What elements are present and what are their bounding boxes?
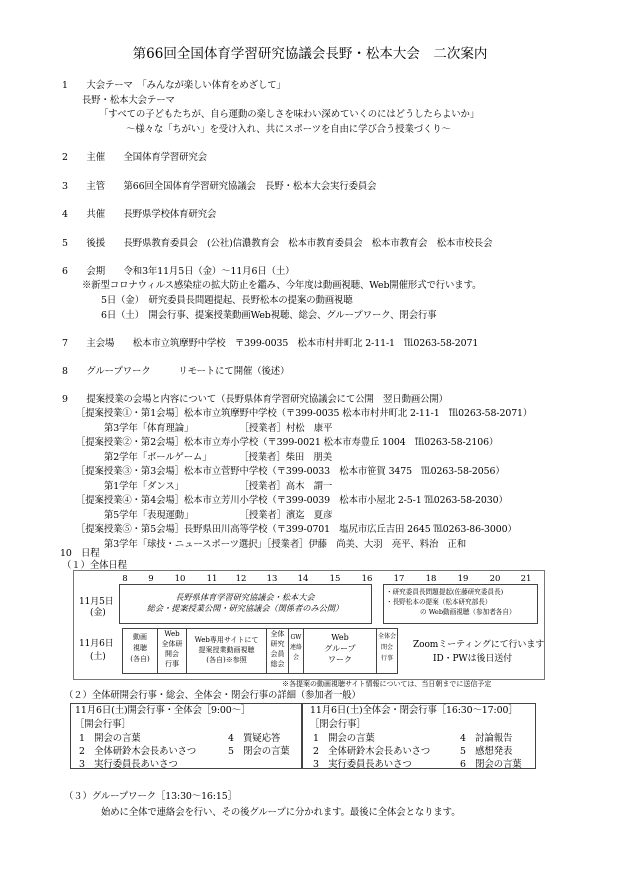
hour-label: 14 (297, 574, 309, 584)
cell-web-site: Web専用サイトにて (194, 636, 259, 644)
cell-video-line: (各自) (130, 655, 150, 663)
cell-opening-line: 開会 (165, 650, 179, 658)
manager-line: 3 主管 第66回全国体育学習研究協議会 長野・松本大会実行委員会 (62, 181, 377, 192)
day2-weekday: (土) (90, 652, 106, 662)
hour-label: 9 (148, 574, 154, 584)
cell-video-line: 視聴 (133, 644, 147, 652)
detail-heading: （２）全体研開会行事・総会、全体会・閉会行事の詳細（参加者一般） (64, 690, 361, 701)
proposal-row: ［提案授業①・第1会場］松本市立筑摩野中学校（〒399-0035 松本市村井町北 2-11-1 ℡0263-58-2071） (76, 408, 533, 419)
local-theme-label: 長野・松本大会テーマ (82, 95, 175, 106)
cell-opening: Web (164, 630, 180, 638)
proposal-row: 第2学年「ボールゲーム」 ［授業者］柴田 朋美 (104, 452, 332, 463)
cell-opening-line: 全体研 (161, 640, 183, 648)
day1-note: 5日（金） 研究委員長問題提起、長野松本の提案の動画視聴 (101, 295, 353, 306)
opening-ceremony-heading: 11月6日(土)開会行事・全体会［9:00～］ (75, 705, 251, 716)
cell-web-site-line: 提案授業動画視聴 (198, 646, 255, 654)
hour-label: 16 (361, 574, 373, 584)
cell-general-meeting-line: 総会 (270, 660, 285, 668)
zoom-note: Zoomミーティングにて行います (413, 640, 545, 650)
hour-label: 19 (457, 574, 469, 584)
proposal-row: ［提案授業⑤・第5会場］長野県田川高等学校（〒399-0701 塩尻市広丘吉田 2645 ℡0263-86-3000） (76, 524, 517, 535)
day1-right-note: ・研究委員長問題提起(佐藤研究委員長) (386, 588, 504, 596)
proposal-row: 第5学年「表現運動」 ［授業者］濱迄 夏彦 (104, 510, 333, 521)
proposal-row: ［提案授業④・第4会場］松本市立芳川小学校（〒399-0039 松本市小屋北 2-5-1 ℡0263-58-2030） (76, 495, 508, 506)
closing-item: 3 実行委員長あいさつ (313, 759, 412, 770)
local-theme-sub: ～様々な「ちがい」を受け入れ、共にスポーツを自由に学び合う授業づくり～ (126, 124, 451, 135)
cell-closing: 全体会 (377, 633, 396, 640)
proposal-row: ［提案授業②・第2会場］松本市立寿小学校（〒399-0021 松本市寿豊丘 1004 ℡0263-58-2106） (76, 437, 499, 448)
closing-item: 2 全体研鈴木会長あいさつ (313, 746, 431, 757)
day1-weekday: (金) (90, 608, 106, 618)
support-line: 5 後援 長野県教育委員会 (公社)信濃教育会 松本市教育委員会 松本市教育会 松本市校長会 (62, 238, 493, 249)
day1-right-note: の Web動画視聴（参加者各自） (420, 608, 516, 616)
closing-item: 5 感想発表 (460, 746, 513, 757)
hour-label: 8 (122, 574, 128, 584)
cosponsor-line: 4 共催 長野県学校体育研究会 (62, 209, 217, 220)
opening-item: 1 開会の言葉 (79, 733, 141, 744)
opening-item: 4 質疑応答 (228, 733, 281, 744)
organizer-line: 2 主催 全国体育学習研究会 (62, 152, 207, 163)
video-site-note: ※各提案の動画視聴サイト情報については、当日朝までに送信予定 (282, 680, 492, 688)
proposal-heading: 9 提案授業の会場と内容について（長野県体育学習研究協議会にて公開 翌日動画公開） (62, 394, 448, 405)
covid-note: ※新型コロナウィルス感染症の拡大防止を鑑み、今年度は動画視聴、Web開催形式で行います。 (82, 280, 482, 291)
closing-item: 4 討論報告 (460, 733, 513, 744)
day1-event-title: 長野県体育学習研究協議会・松本大会 (175, 592, 315, 602)
period-line: 6 会期 令和3年11月5日（金）～11月6日（土） (62, 266, 295, 277)
hour-label: 13 (266, 574, 278, 584)
groupwork-line: 8 グループワーク リモートにて開催（後述） (62, 366, 290, 377)
overall-schedule-heading: （１）全体日程 (62, 560, 127, 571)
schedule-heading: 10 日程 (60, 548, 100, 559)
day1-date: 11月5日 (79, 597, 114, 607)
hour-label: 21 (520, 574, 532, 584)
cell-closing-line: 閉会 (380, 644, 393, 651)
id-pw-note: ID・PWは後日送付 (433, 654, 513, 664)
cell-general-meeting-line: 研究 (270, 640, 285, 648)
day1-event-detail: 総会・提案授業公開・研究協議会（関係者のみ公開） (146, 603, 344, 613)
day2-date: 11月6日 (79, 639, 114, 649)
opening-ceremony-label: ［開会行事］ (75, 719, 131, 730)
day1-right-note: ・長野松本の提案（松本研究部長） (386, 598, 492, 606)
day2-note: 6日（土） 開会行事、提案授業動画Web視聴、総会、グループワーク、閉会行事 (101, 310, 437, 321)
proposal-row: 第3学年「体育理論」 ［授業者］村松 康平 (104, 423, 333, 434)
proposal-row: ［提案授業③・第3会場］松本市立菅野中学校（〒399-0033 松本市笹賀 3475 ℡0263-58-2056） (76, 466, 505, 477)
proposal-row: 第1学年「ダンス」 ［授業者］高木 謂一 (104, 481, 333, 492)
hour-label: 18 (425, 574, 437, 584)
closing-item: 6 閉会の言葉 (460, 759, 522, 770)
page-title: 第66回全国体育学習研究協議会長野・松本大会 二次案内 (132, 46, 488, 62)
cell-gw-contact-line: 連絡 (289, 644, 302, 651)
cell-opening-line: 行事 (165, 660, 179, 668)
hour-label: 10 (174, 574, 186, 584)
local-theme-main: 「すべての子どもたちが、自ら運動の楽しさを味わい深めていくのにはどうしたらよいか」 (99, 109, 480, 120)
cell-web-site-line: (各自)※参照 (206, 656, 247, 664)
closing-item: 1 開会の言葉 (313, 733, 375, 744)
hour-label: 12 (235, 574, 247, 584)
opening-item: 2 全体研鈴木会長あいさつ (79, 746, 197, 757)
cell-gw-contact-line: 会 (292, 654, 299, 661)
main-venue-line: 7 主会場 松本市立筑摩野中学校 〒399-0035 松本市村井町北 2-11-1 ℡0263-58-2071 (62, 338, 479, 349)
opening-item: 3 実行委員長あいさつ (79, 759, 178, 770)
cell-video: 動画 (133, 633, 147, 641)
cell-web-groupwork-line: ワーク (328, 655, 352, 664)
proposal-row: 第3学年「球技・ニュースポーツ選択」［授業者］伊藤 尚美、大羽 亮平、料治 正和 (104, 539, 467, 550)
cell-general-meeting: 全体 (270, 630, 285, 638)
hour-label: 17 (393, 574, 405, 584)
opening-item: 5 閉会の言葉 (228, 746, 290, 757)
theme-line: 1 大会テーマ 「みんなが楽しい体育をめざして」 (62, 80, 286, 91)
cell-web-groupwork: Web (331, 633, 349, 642)
cell-general-meeting-line: 会員 (270, 650, 285, 658)
groupwork-description: 始めに全体で連絡会を行い、その後グループに分かれます。最後に全体会となります。 (101, 807, 461, 818)
cell-closing-line: 行事 (380, 655, 393, 662)
closing-ceremony-heading: 11月6日(土)全体会・閉会行事［16:30～17:00］ (310, 705, 518, 716)
closing-ceremony-label: ［閉会行事］ (310, 719, 366, 730)
hour-label: 15 (329, 574, 341, 584)
groupwork-schedule-heading: （３）グループワーク［13:30～16:15］ (64, 791, 237, 802)
cell-web-groupwork-line: グループ (324, 644, 356, 653)
cell-gw-contact: GW (290, 634, 302, 641)
hour-label: 20 (489, 574, 501, 584)
hour-label: 11 (206, 574, 218, 584)
